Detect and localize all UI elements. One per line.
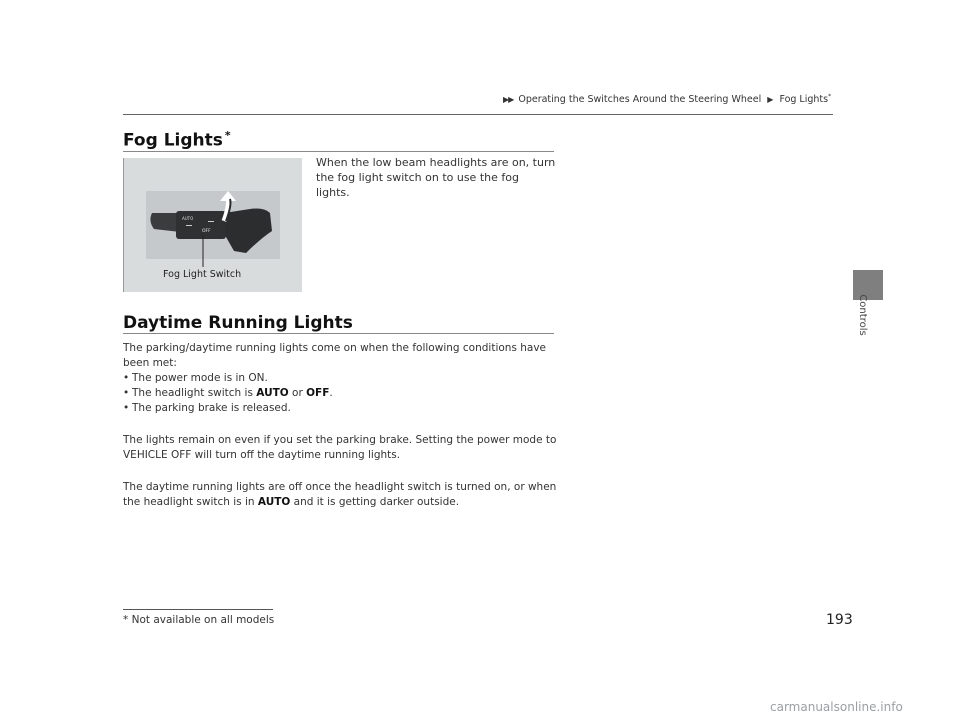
breadcrumb-separator-icon: ▶ (767, 95, 774, 105)
breadcrumb (503, 93, 831, 105)
drl-paragraph-2: The lights remain on even if you set the parking brake. Setting the power mode to VEHICLE OFF will turn off the daytime running lights. (123, 434, 557, 461)
breadcrumb-arrow-icon: ▶▶ (503, 95, 514, 105)
fog-lights-rule (123, 151, 554, 152)
chapter-tab-label[interactable]: Controls (857, 294, 868, 336)
fog-lights-asterisk: * (224, 129, 231, 142)
drl-bullet-headlight-switch (123, 386, 558, 401)
bullet2-mid: or (288, 387, 307, 399)
footnote-rule (123, 609, 273, 610)
headlight-stalk-illustration (146, 191, 280, 271)
breadcrumb-topic[interactable]: Fog Lights (779, 94, 829, 106)
stalk-marking-off: OFF (202, 229, 211, 234)
stalk-mark-2 (208, 221, 214, 222)
bullet2-auto: AUTO (256, 387, 289, 399)
stalk-mark-1 (186, 225, 192, 226)
breadcrumb-section[interactable]: Operating the Switches Around the Steering Wheel (518, 94, 762, 106)
para3-auto: AUTO (257, 496, 291, 508)
bullet2-pre: The headlight switch is (132, 387, 257, 399)
watermark: carmanualsonline.info (770, 700, 903, 714)
fog-lights-heading (123, 129, 231, 151)
stalk-grip (224, 209, 272, 254)
para3-post: and it is getting darker outside. (290, 496, 460, 508)
bullet2-post: . (329, 387, 333, 399)
drl-bullet-parking-brake: • The parking brake is released. (123, 401, 558, 416)
drl-intro: The parking/daytime running lights come on when the following conditions have been met: (123, 342, 547, 369)
drl-bullet-power-mode: • The power mode is in ON. (123, 371, 558, 386)
header-rule (123, 114, 833, 115)
footnote: * Not available on all models (123, 614, 275, 626)
drl-paragraph-3 (123, 480, 558, 510)
breadcrumb-asterisk: * (828, 93, 832, 100)
para3-pre: The daytime running lights are off once the headlight switch is turned on, or when the headlight switch is in (123, 481, 557, 508)
drl-conditions (123, 341, 558, 416)
rotation-arrow-head-icon (220, 191, 236, 201)
daytime-running-lights-heading: Daytime Running Lights (123, 313, 353, 333)
fog-light-switch-label: Fog Light Switch (163, 269, 242, 280)
stalk-marking-auto: AUTO (182, 216, 194, 221)
fog-lights-title: Fog Lights (123, 130, 223, 151)
bullet2-off: OFF (306, 387, 330, 399)
drl-rule (123, 333, 554, 334)
figure-left-border (123, 158, 124, 292)
page-number: 193 (826, 612, 853, 628)
fog-lights-intro: When the low beam headlights are on, turn the fog light switch on to use the fog lights. (316, 156, 556, 199)
